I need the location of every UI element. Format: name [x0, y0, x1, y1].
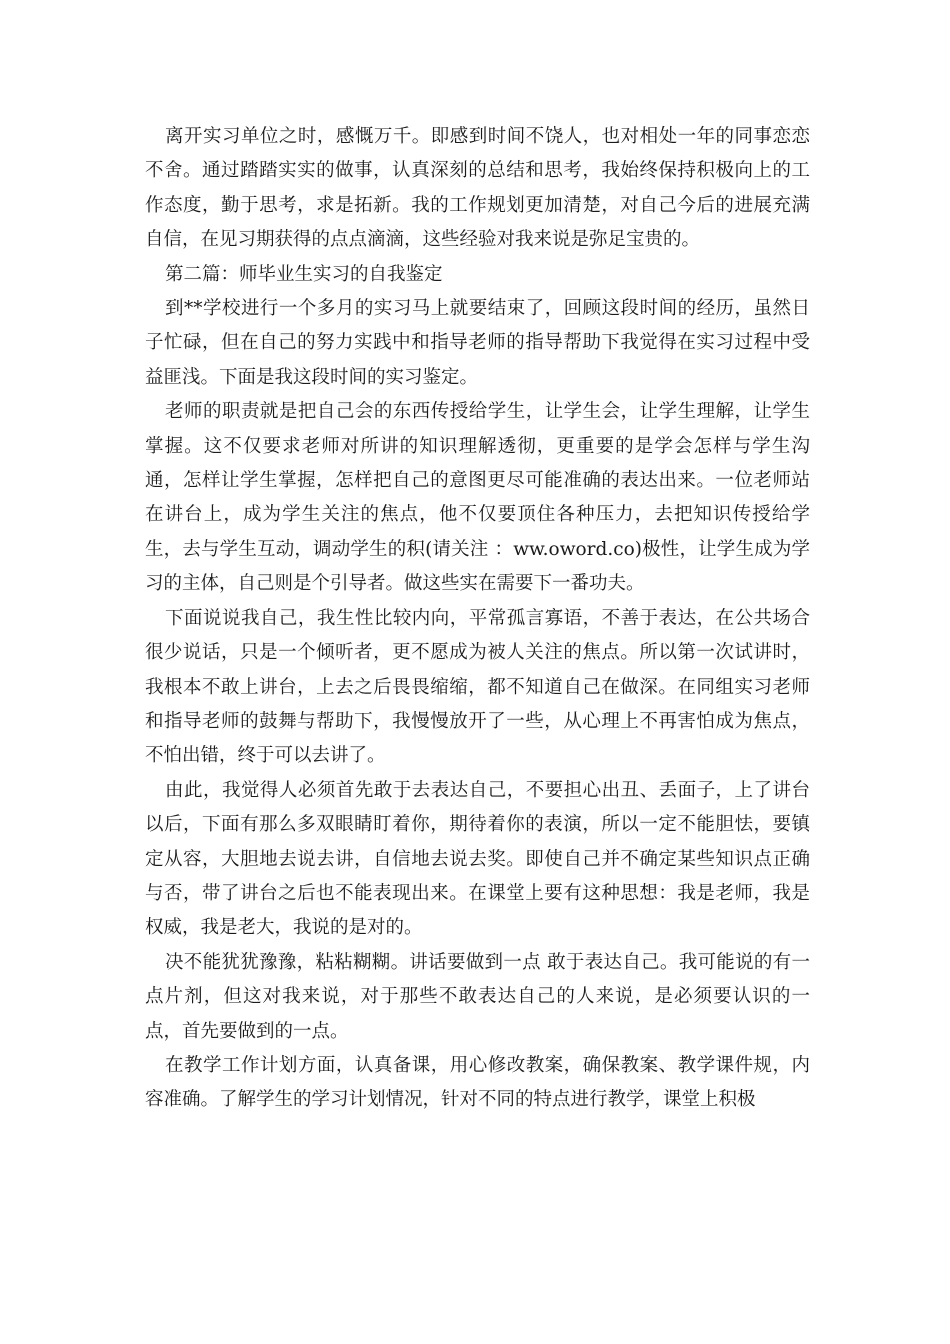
paragraph: 到**学校进行一个多月的实习马上就要结束了，回顾这段时间的经历，虽然日子忙碌，但在自己的努力实践中和指导老师的指导帮助下我觉得在实习过程中受益匪浅。下面是我这段时间的实习鉴定。: [145, 298, 810, 388]
section-heading: 第二篇：师毕业生实习的自我鉴定: [165, 263, 443, 285]
paragraph: 在教学工作计划方面，认真备课，用心修改教案，确保教案、教学课件规，内容准确。了解学生的学习计划情况，针对不同的特点进行教学，课堂上积极: [145, 1054, 810, 1111]
document-body: [145, 120, 810, 1118]
paragraph: 老师的职责就是把自己会的东西传授给学生，让学生会，让学生理解，让学生掌握。这不仅要求老师对所讲的知识理解透彻，更重要的是学会怎样与学生沟通，怎样让学生掌握，怎样把自己的意图更尽可能准确的表达出来。一位老师站在讲台上，成为学生关注的焦点，他不仅要顶住各种压力，去把知识传授给学生，去与学生互动，调动学生的积(请关注 ：ww.oword.co)极性，让学生成为学习的主体，自己则是个引导者。做这些实在需要下一番功夫。: [145, 401, 810, 595]
paragraph: 决不能犹犹豫豫，粘粘糊糊。讲话要做到一点 敢于表达自己。我可能说的有一点片剂，但这对我来说，对于那些不敢表达自己的人来说，是必须要认识的一点，首先要做到的一点。: [145, 951, 810, 1042]
paragraph: 由此，我觉得人必须首先敢于去表达自己，不要担心出丑、丢面子，上了讲台以后，下面有那么多双眼睛盯着你，期待着你的表演，所以一定不能胆怯，要镇定从容，大胆地去说去讲，自信地去说去奖。即使自己并不确定某些知识点正确与否，带了讲台之后也不能表现出来。在课堂上要有这种思想：我是老师，我是权威，我是老大，我说的是对的。: [145, 779, 810, 939]
paragraph: 下面说说我自己，我生性比较内向，平常孤言寡语，不善于表达，在公共场合很少说话，只是一个倾听者，更不愿成为被人关注的焦点。所以第一次试讲时，我根本不敢上讲台，上去之后畏畏缩缩，都不知道自己在做深。在同组实习老师和指导老师的鼓舞与帮助下，我慢慢放开了一些，从心理上不再害怕成为焦点，不怕出错，终于可以去讲了。: [145, 607, 810, 767]
paragraph: 离开实习单位之时，感慨万千。即感到时间不饶人，也对相处一年的同事恋恋不舍。通过踏踏实实的做事，认真深刻的总结和思考，我始终保持积极向上的工作态度，勤于思考，求是拓新。我的工作规划更加清楚，对自己今后的进展充满自信，在见习期获得的点点滴滴，这些经验对我来说是弥足宝贵的。: [145, 126, 810, 251]
